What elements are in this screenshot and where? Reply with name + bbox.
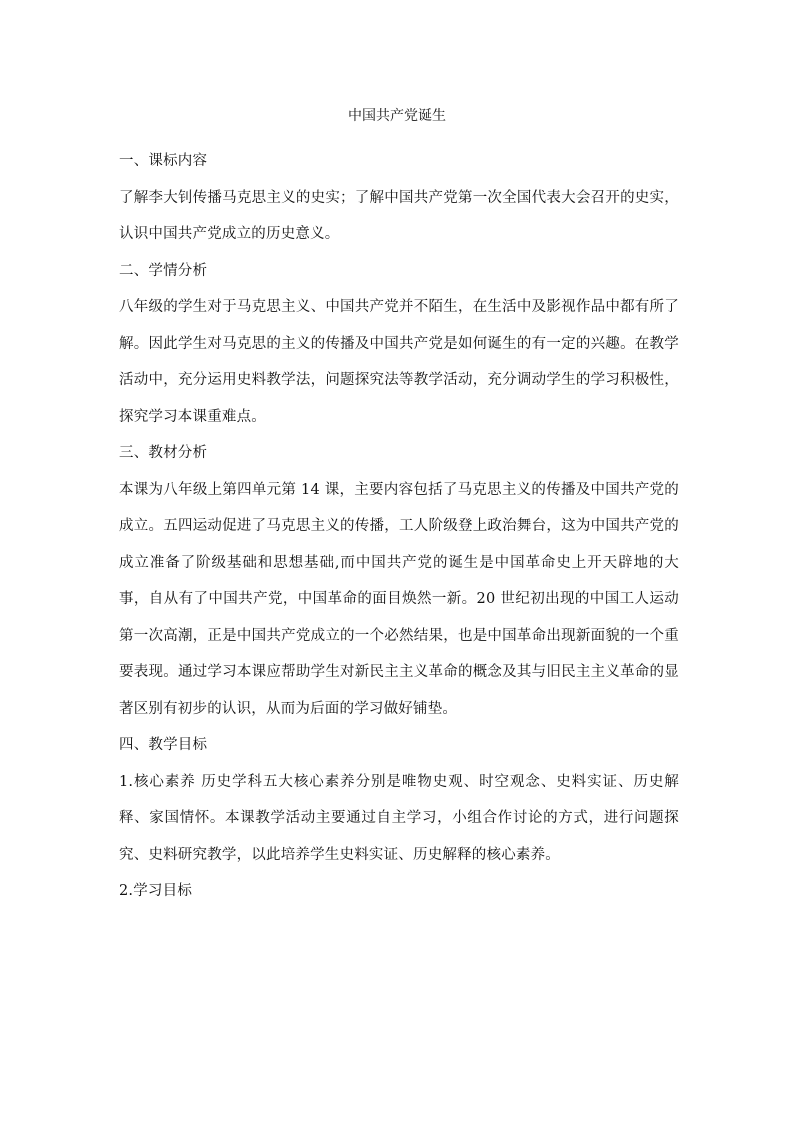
document-body <box>119 143 679 910</box>
section-heading-learner-analysis: 二、学情分析 <box>119 262 208 279</box>
section-body-learner-analysis: 八年级的学生对于马克思主义、中国共产党并不陌生，在生活中及影视作品中都有所了解。因此学生对马克思的主义的传播及中国共产党是如何诞生的有一定的兴趣。在教学活动中，充分运用史料教学法，问题探究法等教学活动，充分调动学生的学习积极性，探究学习本课重难点。 <box>119 299 679 425</box>
section-heading-textbook-analysis: 三、教材分析 <box>119 445 208 461</box>
section-body-core-literacy: 1.核心素养 历史学科五大核心素养分别是唯物史观、时空观念、史料实证、历史解释、家国情怀。本课教学活动主要通过自主学习，小组合作讨论的方式，进行问题探究、史料研究教学，以此培养学生史料实证、历史解释的核心素养。 <box>119 773 679 863</box>
section-heading-learning-goals: 2.学习目标 <box>119 883 193 899</box>
document-title: 中国共产党诞生 <box>348 108 446 124</box>
section-heading-teaching-goals: 四、教学目标 <box>119 737 208 753</box>
section-body-curriculum: 了解李大钊传播马克思主义的史实；了解中国共产党第一次全国代表大会召开的史实，认识中国共产党成立的历史意义。 <box>119 189 679 242</box>
section-heading-curriculum: 一、课标内容 <box>119 153 208 169</box>
section-body-textbook-analysis: 本课为八年级上第四单元第 14 课，主要内容包括了马克思主义的传播及中国共产党的成立。五四运动促进了马克思主义的传播，工人阶级登上政治舞台，这为中国共产党的成立准备了阶级基础和思想基础,而中国共产党的诞生是中国革命史上开天辟地的大事，自从有了中国共产党，中国革命的面目焕然一新。20 世纪初出现的中国工人运动第一次高潮，正是中国共产党成立的一个必然结果，也是中国革命出现新面貌的一个重要表现。通过学习本课应帮助学生对新民主主义革命的概念及其与旧民主主义革命的显著区别有初步的认识，从而为后面的学习做好铺垫。 <box>119 481 679 717</box>
